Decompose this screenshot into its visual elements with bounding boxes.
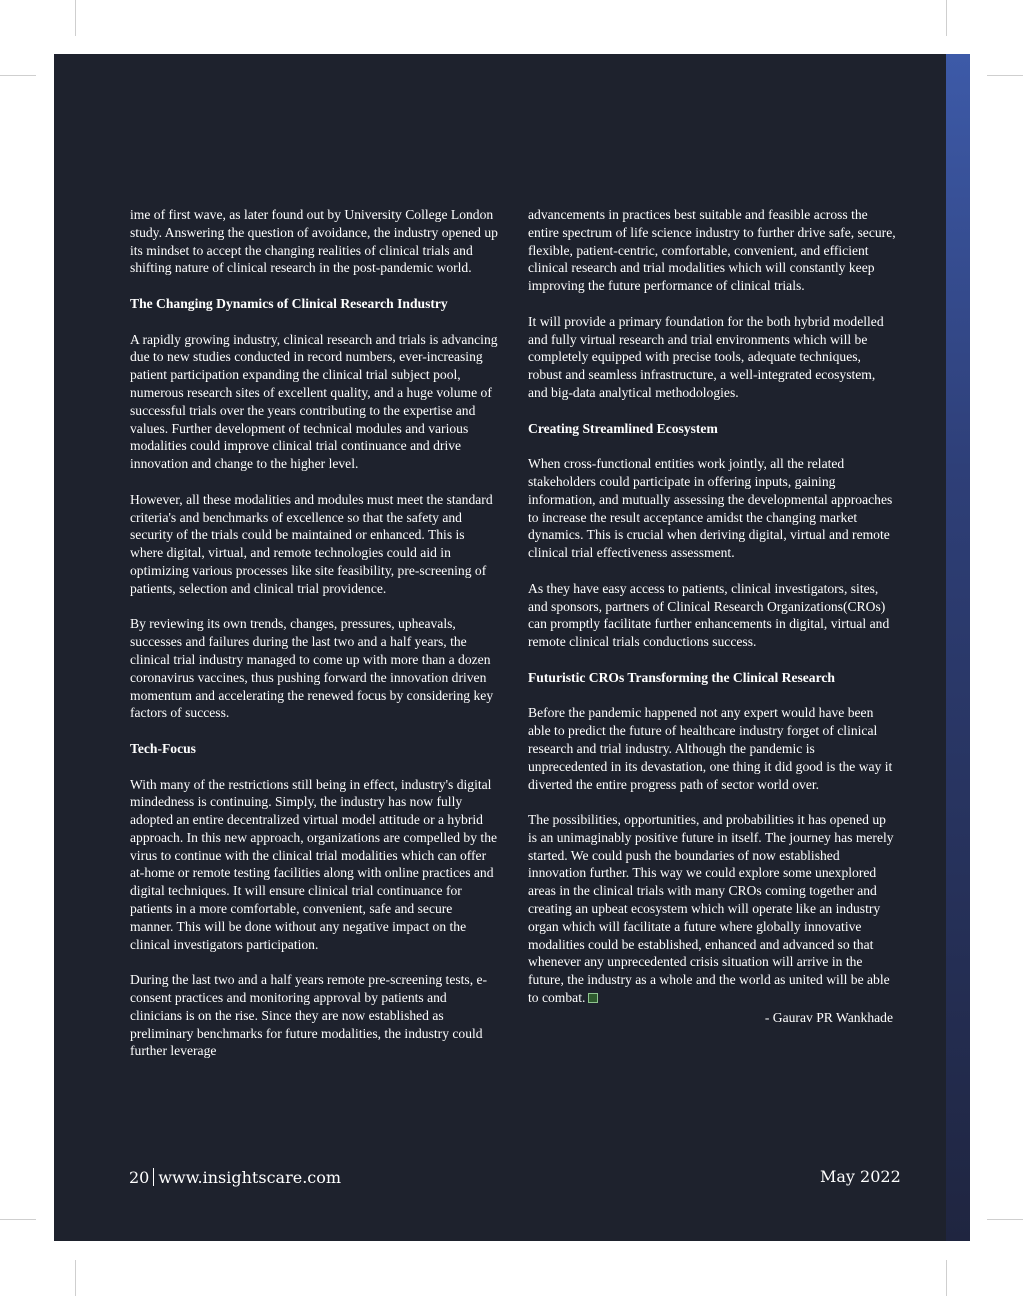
paragraph: During the last two and a half years remote pre-screening tests, e-consent practices and monitoring approval by patients and clinicians is on the rise. Since they are now established as preliminary benchmarks for future modalities, the industry could further leverage: [130, 972, 488, 1059]
crop-mark: [987, 75, 1023, 76]
crop-mark: [0, 1219, 36, 1220]
left-column: [130, 206, 498, 1078]
crop-mark: [0, 75, 36, 76]
section-heading: Tech-Focus: [130, 740, 196, 756]
footer-left: [129, 1168, 341, 1187]
closing-paragraph: [528, 811, 896, 1007]
author-signature: - Gaurav PR Wankhade: [764, 1009, 893, 1025]
paragraph: ime of first wave, as later found out by University College London study. Answering the question of avoidance, the industry opened up its mindset to accept the changing realities of clinical trials and shifting nature of clinical research in the post-pandemic world.: [130, 207, 498, 276]
paragraph: However, all these modalities and modules must meet the standard criteria's and benchmarks of excellence so that the safety and security of the trials could be maintained or enhanced. This is where digital, virtual, and remote technologies could aid in optimizing various processes like site feasibility, pre-screening of patients, selection and clinical trial providence.: [130, 491, 493, 596]
crop-mark: [946, 0, 947, 36]
paragraph: A rapidly growing industry, clinical research and trials is advancing due to new studies conducted in record numbers, ever-increasing patient participation expanding the clinical trial subject pool, numerous research sites of excellent quality, and a huge volume of successful trials over the years contributing to the expertise and values. Further development of technical modules and various modalities could improve clinical trial continuance and drive innovation and change to the higher level.: [130, 331, 498, 472]
paragraph: When cross-functional entities work jointly, all the related stakeholders could participate in offering inputs, gaining information, and mutually assessing the developmental approaches to increase the result acceptance amidst the changing market dynamics. This is crucial when deriving digital, virtual and remote clinical trial effectiveness assessment.: [528, 456, 893, 561]
paragraph: Before the pandemic happened not any expert would have been able to predict the future of healthcare industry forget of clinical research and trial industry. Although the pandemic is unprecedented in its devastation, one thing it did good is the way it diverted the entire progress path of sector world over.: [528, 705, 893, 792]
section-heading: The Changing Dynamics of Clinical Research Industry: [130, 295, 448, 311]
website-url: www.insightscare.com: [158, 1168, 342, 1187]
section-heading: Creating Streamlined Ecosystem: [528, 420, 718, 436]
paragraph: As they have easy access to patients, clinical investigators, sites, and sponsors, partners of Clinical Research Organizations(CROs) can promptly facilitate further enhancements in digital, virtual and remote clinical trials conductions success.: [528, 580, 890, 650]
right-column: [528, 206, 896, 1044]
section-heading: Futuristic CROs Transforming the Clinical Research: [528, 669, 835, 685]
footer-separator: [153, 1168, 154, 1186]
crop-mark: [987, 1219, 1023, 1220]
paragraph: With many of the restrictions still being in effect, industry's digital mindedness is continuing. Simply, the industry has now fully adopted an entire decentralized virtual model attitude or a hybrid approach. In this new approach, organizations are compelled by the virus to continue with the clinical trial modalities which can offer at-home or remote testing facilities along with online practices and digital techniques. It will ensure clinical trial continuance for patients in a more comfortable, convenient, safe and secure manner. This will be done without any negative impact on the clinical investigators participation.: [130, 776, 498, 952]
page-number: 20: [129, 1168, 150, 1187]
paragraph: By reviewing its own trends, changes, pressures, upheavals, successes and failures during the last two and a half years, the clinical trial industry managed to come up with more than a dozen coronavirus vaccines, thus pushing forward the innovation driven momentum and accelerating the renewed focus by considering key factors of success.: [130, 616, 494, 721]
crop-mark: [75, 0, 76, 36]
crop-mark: [946, 1260, 947, 1296]
magazine-page: [54, 54, 970, 1241]
issue-date: May 2022: [820, 1167, 901, 1186]
crop-mark: [75, 1260, 76, 1296]
paragraph: advancements in practices best suitable and feasible across the entire spectrum of life science industry to further drive safe, secure, flexible, patient-centric, comfortable, convenient, and efficient clinical research and trial modalities which will constantly keep improving the future performance of clinical trials.: [528, 207, 896, 294]
paragraph: It will provide a primary foundation for the both hybrid modelled and fully virtual research and trial environments which will be completely equipped with precise tools, adequate techniques, robust and seamless infrastructure, a well-integrated ecosystem, and big-data analytical methodologies.: [528, 313, 884, 400]
end-of-article-icon: [588, 993, 598, 1003]
paragraph-text: The possibilities, opportunities, and probabilities it has opened up is an unimaginably positive future in itself. The journey has merely started. We could push the boundaries of now established innovation further. This way we could explore some unexplored areas in the clinical trials with many CROs coming together and creating an upbeat ecosystem which will operate like an industry organ which will facilitate a future where globally innovative modalities could be established, enhanced and advanced so that whenever any unprecedented crisis situation will arrive in the future, the industry as a whole and the world as united will be able to combat.: [528, 812, 894, 1006]
accent-side-bar: [946, 54, 970, 1241]
